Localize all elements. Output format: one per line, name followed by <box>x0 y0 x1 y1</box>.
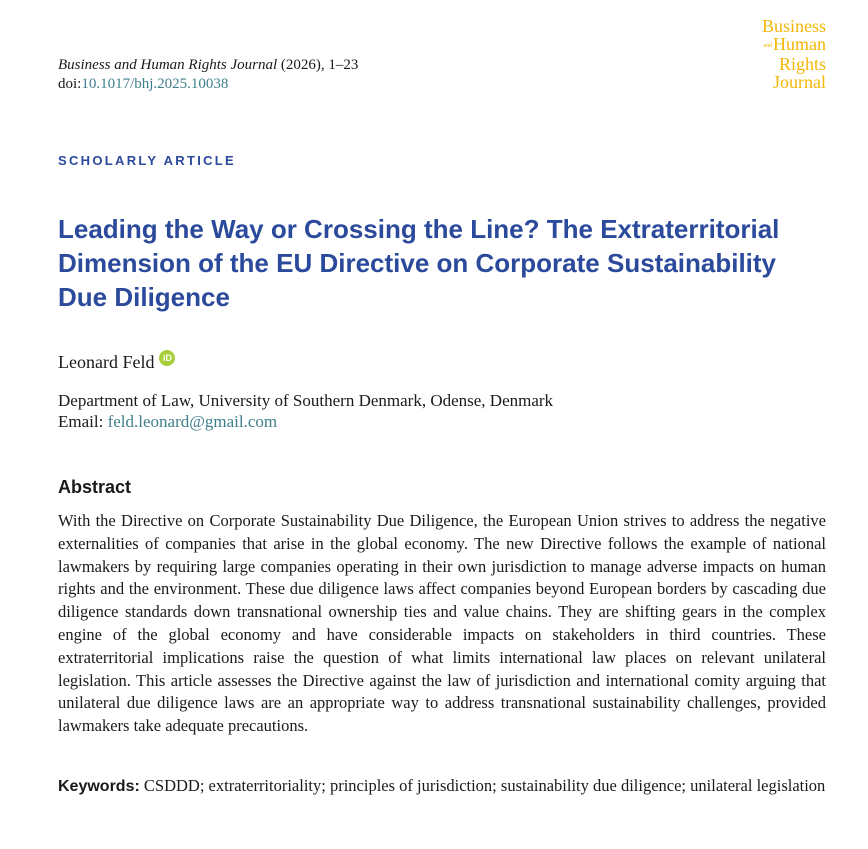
author-line <box>58 351 175 373</box>
affiliation-block <box>58 390 553 432</box>
affiliation-department: Department of Law, University of Southern Denmark, Odense, Denmark <box>58 391 554 410</box>
doi-line <box>58 75 358 94</box>
logo-line-journal: Journal <box>773 71 826 92</box>
citation-details: (2026), 1–23 <box>277 57 359 73</box>
doi-prefix: doi: <box>58 76 82 92</box>
doi-link[interactable]: 10.1017/bhj.2025.10038 <box>81 76 229 92</box>
logo-line-rights: Rights <box>778 53 826 74</box>
logo-line-business: Business <box>761 16 826 36</box>
email-link[interactable]: feld.leonard@gmail.com <box>107 412 278 431</box>
article-first-page <box>58 0 826 849</box>
logo-and: and <box>763 42 772 49</box>
abstract-heading: Abstract <box>58 477 132 497</box>
citation-line <box>58 56 358 75</box>
journal-citation <box>58 56 358 94</box>
logo-line-human <box>762 35 826 55</box>
journal-name: Business and Human Rights Journal <box>58 57 278 73</box>
keywords-label: Keywords: <box>58 778 140 795</box>
orcid-icon[interactable]: iD <box>159 350 175 366</box>
email-line <box>58 411 553 432</box>
email-label: Email: <box>58 412 108 431</box>
keywords-text: CSDDD; extraterritoriality; principles of jurisdiction; sustainability due diligence; unilateral legislation <box>139 776 826 795</box>
keywords-line <box>58 775 826 799</box>
journal-logo <box>762 17 826 91</box>
author-name: Leonard Feld <box>58 352 155 372</box>
article-type-label: SCHOLARLY ARTICLE <box>58 153 237 168</box>
article-title: Leading the Way or Crossing the Line? The Extraterritorial Dimension of the EU Directive on Corporate Sustainability Due Diligence <box>58 214 780 312</box>
logo-human: Human <box>773 34 826 54</box>
abstract-text: With the Directive on Corporate Sustainability Due Diligence, the European Union strives to address the negative externalities of companies that arise in the global economy. The new Directive follows the example of national lawmakers by requiring large companies operating in their own jurisdiction to manage adverse impacts on human rights and the environment. These due diligence laws affect companies beyond European borders by cascading due diligence standards down transnational ownership ties and value chains. They are shifting gears in the complex engine of the global economy and have considerable impacts on stakeholders in third countries. These extraterritorial implications raise the question of what limits international law places on relevant unilateral legislation. This article assesses the Directive against the law of jurisdiction and international comity arguing that unilateral due diligence laws are an appropriate way to address transnational sustainability challenges, provided lawmakers take adequate precautions. <box>58 511 826 736</box>
